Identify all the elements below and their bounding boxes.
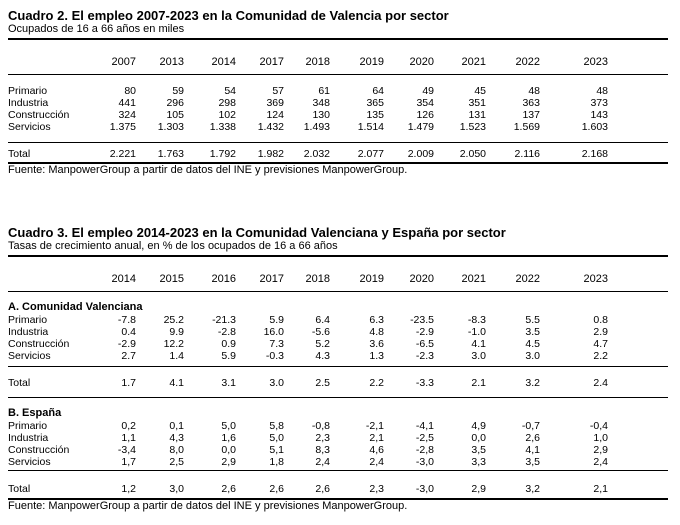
value-cell: 143 xyxy=(590,109,608,121)
value-cell: 5.2 xyxy=(315,338,330,350)
table-row xyxy=(8,338,668,350)
value-cell: 131 xyxy=(468,109,486,121)
year-header: 2019 xyxy=(359,273,384,285)
value-cell: 2.221 xyxy=(109,148,136,160)
value-cell: 1.4 xyxy=(169,350,184,362)
value-cell: 130 xyxy=(312,109,330,121)
table-row xyxy=(8,85,668,97)
value-cell: 2,4 xyxy=(315,456,330,468)
year-header: 2013 xyxy=(159,56,184,68)
table-row xyxy=(8,483,668,495)
value-cell: 0,2 xyxy=(121,420,136,432)
value-cell: 1.982 xyxy=(257,148,284,160)
value-cell: 1.3 xyxy=(369,350,384,362)
value-cell: 4.7 xyxy=(593,338,608,350)
value-cell: 0.8 xyxy=(593,314,608,326)
row-label: Industria xyxy=(8,97,49,109)
value-cell: 48 xyxy=(528,85,540,97)
value-cell: 2.2 xyxy=(369,377,384,389)
year-header: 2020 xyxy=(409,56,434,68)
value-cell: -2.3 xyxy=(415,350,434,362)
value-cell: 1.523 xyxy=(459,121,486,133)
year-header: 2021 xyxy=(461,273,486,285)
value-cell: -5.6 xyxy=(311,326,330,338)
table-row xyxy=(8,350,668,362)
value-cell: 4,9 xyxy=(471,420,486,432)
value-cell: 48 xyxy=(596,85,608,97)
year-header: 2007 xyxy=(111,56,136,68)
value-cell: 4,6 xyxy=(369,444,384,456)
row-label: Primario xyxy=(8,314,48,326)
group-a-bottom-rule xyxy=(8,397,668,398)
value-cell: 1,8 xyxy=(269,456,284,468)
value-cell: 2.9 xyxy=(593,326,608,338)
value-cell: 0,0 xyxy=(471,432,486,444)
row-label: Industria xyxy=(8,432,49,444)
value-cell: 3,5 xyxy=(471,444,486,456)
value-cell: -2,1 xyxy=(365,420,384,432)
value-cell: 1.569 xyxy=(513,121,540,133)
group-b-total-rule xyxy=(8,470,668,471)
value-cell: 3.0 xyxy=(525,350,540,362)
row-label: Industria xyxy=(8,326,49,338)
value-cell: -3,4 xyxy=(117,444,136,456)
value-cell: 3,2 xyxy=(525,483,540,495)
year-header: 2016 xyxy=(211,273,236,285)
value-cell: 1.763 xyxy=(157,148,184,160)
value-cell: -7.8 xyxy=(117,314,136,326)
value-cell: 1.603 xyxy=(581,121,608,133)
value-cell: 5,0 xyxy=(221,420,236,432)
value-cell: 1.432 xyxy=(257,121,284,133)
value-cell: 2,3 xyxy=(369,483,384,495)
value-cell: 49 xyxy=(422,85,434,97)
table-2-total-rule xyxy=(8,142,668,143)
value-cell: 102 xyxy=(218,109,236,121)
value-cell: 441 xyxy=(118,97,136,109)
value-cell: -0,4 xyxy=(589,420,608,432)
table-3-subtitle: Tasas de crecimiento anual, en % de los ocupados de 16 a 66 años xyxy=(8,240,338,252)
value-cell: 1.375 xyxy=(109,121,136,133)
value-cell: 1,0 xyxy=(593,432,608,444)
value-cell: 5,0 xyxy=(269,432,284,444)
row-label: Construcción xyxy=(8,338,70,350)
value-cell: -2,8 xyxy=(415,444,434,456)
value-cell: 4.1 xyxy=(169,377,184,389)
value-cell: 2.116 xyxy=(514,148,540,160)
value-cell: 2.5 xyxy=(315,377,330,389)
value-cell: 5.9 xyxy=(269,314,284,326)
year-header: 2014 xyxy=(211,56,236,68)
value-cell: 137 xyxy=(522,109,540,121)
value-cell: 4.3 xyxy=(315,350,330,362)
value-cell: -0,8 xyxy=(311,420,330,432)
value-cell: 2,6 xyxy=(315,483,330,495)
value-cell: 8,3 xyxy=(315,444,330,456)
table-row xyxy=(8,148,668,160)
value-cell: -3,0 xyxy=(415,483,434,495)
value-cell: 3.5 xyxy=(525,326,540,338)
value-cell: 3.1 xyxy=(221,377,236,389)
row-label: Primario xyxy=(8,85,48,97)
value-cell: 1.479 xyxy=(407,121,434,133)
table-2-title: Cuadro 2. El empleo 2007-2023 en la Comunidad de Valencia por sector xyxy=(8,8,449,23)
value-cell: 25.2 xyxy=(163,314,184,326)
value-cell: 2.1 xyxy=(471,377,486,389)
value-cell: 1,7 xyxy=(121,456,136,468)
value-cell: 369 xyxy=(266,97,284,109)
value-cell: 1.792 xyxy=(209,148,236,160)
value-cell: 3,5 xyxy=(525,456,540,468)
value-cell: 2,1 xyxy=(369,432,384,444)
table-2-header-rule xyxy=(8,74,668,75)
table-2-source: Fuente: ManpowerGroup a partir de datos del INE y previsiones ManpowerGroup. xyxy=(8,164,408,176)
value-cell: -2,5 xyxy=(415,432,434,444)
value-cell: -23.5 xyxy=(410,314,434,326)
value-cell: 5,1 xyxy=(269,444,284,456)
value-cell: 3,3 xyxy=(471,456,486,468)
value-cell: -2.9 xyxy=(117,338,136,350)
value-cell: -2.8 xyxy=(217,326,236,338)
value-cell: 0,1 xyxy=(169,420,184,432)
row-label: Total xyxy=(8,148,31,160)
value-cell: 135 xyxy=(366,109,384,121)
table-3-header-row xyxy=(8,273,668,285)
value-cell: -8.3 xyxy=(467,314,486,326)
value-cell: 64 xyxy=(372,85,384,97)
value-cell: 12.2 xyxy=(163,338,184,350)
table-row xyxy=(8,314,668,326)
year-header: 2022 xyxy=(515,56,540,68)
row-label: Servicios xyxy=(8,456,51,468)
year-header: 2019 xyxy=(359,56,384,68)
value-cell: -0.3 xyxy=(265,350,284,362)
value-cell: 1.7 xyxy=(121,377,136,389)
table-row xyxy=(8,326,668,338)
value-cell: 4.5 xyxy=(525,338,540,350)
value-cell: 3.6 xyxy=(369,338,384,350)
value-cell: 2.077 xyxy=(357,148,384,160)
value-cell: -2.9 xyxy=(415,326,434,338)
value-cell: 2,5 xyxy=(169,456,184,468)
row-label: Primario xyxy=(8,420,48,432)
value-cell: 54 xyxy=(224,85,236,97)
value-cell: 363 xyxy=(522,97,540,109)
value-cell: 57 xyxy=(272,85,284,97)
table-2-header-row xyxy=(8,56,668,68)
value-cell: 2,6 xyxy=(221,483,236,495)
year-header: 2018 xyxy=(305,273,330,285)
table-row xyxy=(8,109,668,121)
value-cell: 2,6 xyxy=(525,432,540,444)
value-cell: 2,9 xyxy=(221,456,236,468)
value-cell: 0,0 xyxy=(221,444,236,456)
value-cell: 61 xyxy=(318,85,330,97)
value-cell: 4,3 xyxy=(169,432,184,444)
value-cell: 8,0 xyxy=(169,444,184,456)
value-cell: -3.3 xyxy=(415,377,434,389)
year-header: 2014 xyxy=(111,273,136,285)
table-row xyxy=(8,121,668,133)
value-cell: 1,6 xyxy=(221,432,236,444)
table-2-subtitle: Ocupados de 16 a 66 años en miles xyxy=(8,23,185,35)
group-b-label: B. España xyxy=(8,407,62,419)
value-cell: 354 xyxy=(416,97,434,109)
value-cell: -3,0 xyxy=(415,456,434,468)
value-cell: 2,9 xyxy=(471,483,486,495)
value-cell: 80 xyxy=(124,85,136,97)
value-cell: -0,7 xyxy=(521,420,540,432)
table-2 xyxy=(8,8,668,176)
value-cell: 2,1 xyxy=(593,483,608,495)
value-cell: 7.3 xyxy=(269,338,284,350)
value-cell: 124 xyxy=(266,109,284,121)
value-cell: 348 xyxy=(312,97,330,109)
value-cell: 126 xyxy=(416,109,434,121)
value-cell: 3.2 xyxy=(525,377,540,389)
value-cell: 3,0 xyxy=(169,483,184,495)
value-cell: 2.009 xyxy=(407,148,434,160)
year-header: 2023 xyxy=(583,56,608,68)
table-row xyxy=(8,444,668,456)
value-cell: 2.032 xyxy=(303,148,330,160)
value-cell: 16.0 xyxy=(263,326,284,338)
table-row xyxy=(8,456,668,468)
value-cell: 296 xyxy=(166,97,184,109)
value-cell: 324 xyxy=(118,109,136,121)
value-cell: 2.4 xyxy=(593,377,608,389)
group-a-total-rule xyxy=(8,366,668,367)
table-3-title: Cuadro 3. El empleo 2014-2023 en la Comunidad Valenciana y España por sector xyxy=(8,225,506,240)
table-3 xyxy=(8,225,668,512)
value-cell: 1,1 xyxy=(121,432,136,444)
value-cell: 2.2 xyxy=(593,350,608,362)
value-cell: 1.303 xyxy=(157,121,184,133)
value-cell: 1.338 xyxy=(209,121,236,133)
table-3-header-rule xyxy=(8,291,668,292)
value-cell: 3.0 xyxy=(471,350,486,362)
table-3-top-rule xyxy=(8,255,668,257)
row-label: Servicios xyxy=(8,121,51,133)
value-cell: 105 xyxy=(166,109,184,121)
value-cell: 1,2 xyxy=(121,483,136,495)
value-cell: -6.5 xyxy=(415,338,434,350)
value-cell: 9.9 xyxy=(169,326,184,338)
value-cell: 5.9 xyxy=(221,350,236,362)
value-cell: 2,9 xyxy=(593,444,608,456)
table-row xyxy=(8,432,668,444)
value-cell: 2.050 xyxy=(459,148,486,160)
table-row xyxy=(8,97,668,109)
year-header: 2017 xyxy=(259,56,284,68)
group-a-label: A. Comunidad Valenciana xyxy=(8,301,143,313)
value-cell: 59 xyxy=(172,85,184,97)
value-cell: 365 xyxy=(366,97,384,109)
value-cell: 5,8 xyxy=(269,420,284,432)
year-header: 2022 xyxy=(515,273,540,285)
row-label: Total xyxy=(8,483,31,495)
year-header: 2020 xyxy=(409,273,434,285)
year-header: 2017 xyxy=(259,273,284,285)
table-3-source: Fuente: ManpowerGroup a partir de datos del INE y previsiones ManpowerGroup. xyxy=(8,500,408,512)
table-2-top-rule xyxy=(8,38,668,40)
year-header: 2021 xyxy=(461,56,486,68)
row-label: Construcción xyxy=(8,444,70,456)
value-cell: 351 xyxy=(468,97,486,109)
value-cell: 2,4 xyxy=(593,456,608,468)
value-cell: 5.5 xyxy=(525,314,540,326)
value-cell: 1.514 xyxy=(357,121,384,133)
row-label: Total xyxy=(8,377,31,389)
value-cell: 298 xyxy=(218,97,236,109)
value-cell: 373 xyxy=(590,97,608,109)
value-cell: -4,1 xyxy=(415,420,434,432)
value-cell: 6.4 xyxy=(315,314,330,326)
value-cell: -1.0 xyxy=(467,326,486,338)
year-header: 2018 xyxy=(305,56,330,68)
value-cell: 4,1 xyxy=(525,444,540,456)
row-label: Construcción xyxy=(8,109,70,121)
value-cell: 0.9 xyxy=(221,338,236,350)
value-cell: -21.3 xyxy=(212,314,236,326)
value-cell: 2.7 xyxy=(121,350,136,362)
value-cell: 0.4 xyxy=(121,326,136,338)
value-cell: 2.168 xyxy=(581,148,608,160)
value-cell: 1.493 xyxy=(303,121,330,133)
row-label: Servicios xyxy=(8,350,51,362)
value-cell: 3.0 xyxy=(269,377,284,389)
value-cell: 6.3 xyxy=(369,314,384,326)
value-cell: 45 xyxy=(474,85,486,97)
value-cell: 4.8 xyxy=(369,326,384,338)
year-header: 2015 xyxy=(159,273,184,285)
value-cell: 2,4 xyxy=(369,456,384,468)
value-cell: 4.1 xyxy=(471,338,486,350)
value-cell: 2,6 xyxy=(269,483,284,495)
value-cell: 2,3 xyxy=(315,432,330,444)
table-row xyxy=(8,420,668,432)
year-header: 2023 xyxy=(583,273,608,285)
table-row xyxy=(8,377,668,389)
